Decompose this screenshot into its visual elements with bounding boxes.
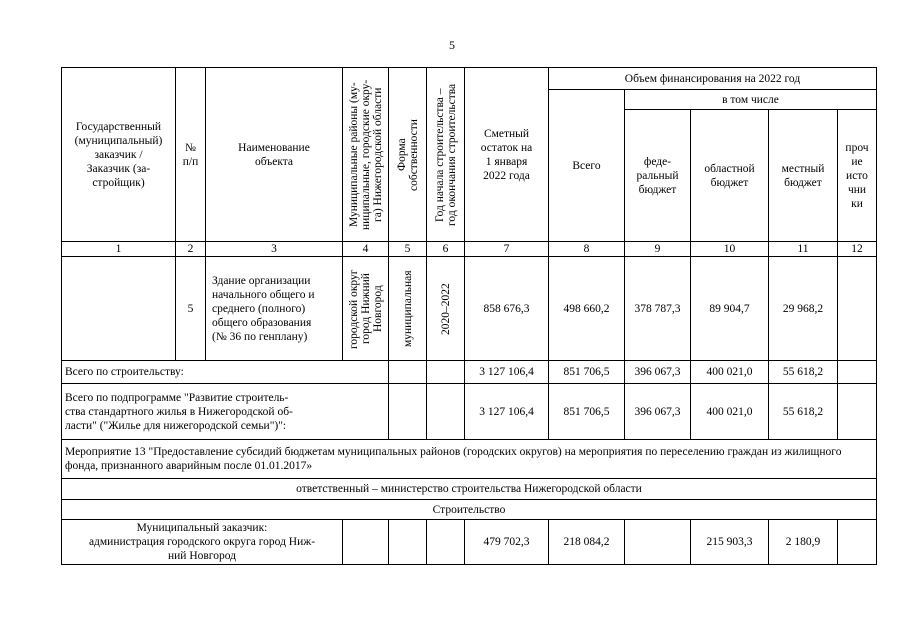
municipal-row <box>62 520 877 565</box>
object-district: городской округ город Нижний Новгород <box>347 268 384 349</box>
total-construction-local: 55 618,2 <box>769 361 838 384</box>
header-funding-title: Объем финансирования на 2022 год <box>549 68 877 90</box>
empty-cell <box>343 520 389 565</box>
responsible-text: ответственный – министерство строительства Нижегородской области <box>62 479 877 500</box>
object-customer <box>62 257 176 361</box>
total-subprogram-total: 851 706,5 <box>549 384 625 440</box>
header-number: № п/п <box>176 68 206 242</box>
object-balance: 858 676,3 <box>465 257 549 361</box>
page-number: 5 <box>449 38 455 52</box>
total-subprogram-federal: 396 067,3 <box>625 384 691 440</box>
header-district: Муниципальные районы (му- ниципальные, городские окру- га) Нижегородской области <box>347 79 384 230</box>
empty-cell <box>838 384 877 440</box>
municipal-balance: 479 702,3 <box>465 520 549 565</box>
financing-table <box>61 67 877 565</box>
total-construction-balance: 3 127 106,4 <box>465 361 549 384</box>
municipal-total: 218 084,2 <box>549 520 625 565</box>
col-num: 9 <box>625 242 691 257</box>
header-customer: Государственный (муниципальный) заказчик / Заказчик (за- стройщик) <box>62 68 176 242</box>
empty-cell <box>427 384 465 440</box>
col-num: 4 <box>343 242 389 257</box>
col-num: 3 <box>206 242 343 257</box>
municipal-federal <box>625 520 691 565</box>
measure-text: Мероприятие 13 "Предоставление субсидий бюджетам муниципальных районов (городских округов) на мероприятия по переселению граждан из жилищного фонда, признанного аварийным после 01.01.2017» <box>62 440 877 479</box>
col-num: 11 <box>769 242 838 257</box>
header-total: Всего <box>549 90 625 242</box>
object-years: 2020–2022 <box>439 282 452 335</box>
object-row <box>62 257 877 361</box>
empty-cell <box>838 361 877 384</box>
empty-cell <box>838 520 877 565</box>
object-federal: 378 787,3 <box>625 257 691 361</box>
col-num: 1 <box>62 242 176 257</box>
total-construction-label: Всего по строительству: <box>62 361 389 384</box>
header-federal: феде- ральный бюджет <box>625 110 691 242</box>
total-subprogram-local: 55 618,2 <box>769 384 838 440</box>
col-num: 5 <box>389 242 427 257</box>
object-local: 29 968,2 <box>769 257 838 361</box>
col-num: 10 <box>691 242 769 257</box>
construction-text: Строительство <box>62 500 877 520</box>
header-ownership-cell <box>389 68 427 242</box>
header-local: местный бюджет <box>769 110 838 242</box>
total-construction-row <box>62 361 877 384</box>
empty-cell <box>427 361 465 384</box>
object-ownership-cell <box>389 257 427 361</box>
total-construction-federal: 396 067,3 <box>625 361 691 384</box>
total-subprogram-label: Всего по подпрограмме "Развитие строитель- ства стандартного жилья в Нижегородской об- ласти" ("Жилье для нижегородской семьи")": <box>62 384 389 440</box>
header-object-name: Наименование объекта <box>206 68 343 242</box>
object-total: 498 660,2 <box>549 257 625 361</box>
header-years: Год начала строительства – год окончания строительства <box>433 83 458 226</box>
header-regional: областной бюджет <box>691 110 769 242</box>
object-ownership: муниципальная <box>401 270 414 347</box>
object-district-cell <box>343 257 389 361</box>
object-name: Здание организации начального общего и среднего (полного) общего образования (№ 36 по генплану) <box>206 257 343 361</box>
header-years-cell <box>427 68 465 242</box>
header-district-cell <box>343 68 389 242</box>
object-other <box>838 257 877 361</box>
object-regional: 89 904,7 <box>691 257 769 361</box>
empty-cell <box>389 520 427 565</box>
header-other: проч ие исто чни ки <box>838 110 877 242</box>
header-balance: Сметный остаток на 1 января 2022 года <box>465 68 549 242</box>
col-num: 6 <box>427 242 465 257</box>
empty-cell <box>389 361 427 384</box>
column-number-row <box>62 242 877 257</box>
total-construction-regional: 400 021,0 <box>691 361 769 384</box>
total-subprogram-row <box>62 384 877 440</box>
object-years-cell <box>427 257 465 361</box>
municipal-label: Муниципальный заказчик: администрация городского округа город Ниж- ний Новгород <box>62 520 343 565</box>
total-construction-total: 851 706,5 <box>549 361 625 384</box>
object-number: 5 <box>176 257 206 361</box>
col-num: 2 <box>176 242 206 257</box>
header-including: в том числе <box>625 90 877 110</box>
header-ownership: Форма собственности <box>395 118 420 191</box>
col-num: 8 <box>549 242 625 257</box>
total-subprogram-regional: 400 021,0 <box>691 384 769 440</box>
municipal-regional: 215 903,3 <box>691 520 769 565</box>
municipal-local: 2 180,9 <box>769 520 838 565</box>
total-subprogram-balance: 3 127 106,4 <box>465 384 549 440</box>
col-num: 12 <box>838 242 877 257</box>
empty-cell <box>427 520 465 565</box>
col-num: 7 <box>465 242 549 257</box>
empty-cell <box>389 384 427 440</box>
